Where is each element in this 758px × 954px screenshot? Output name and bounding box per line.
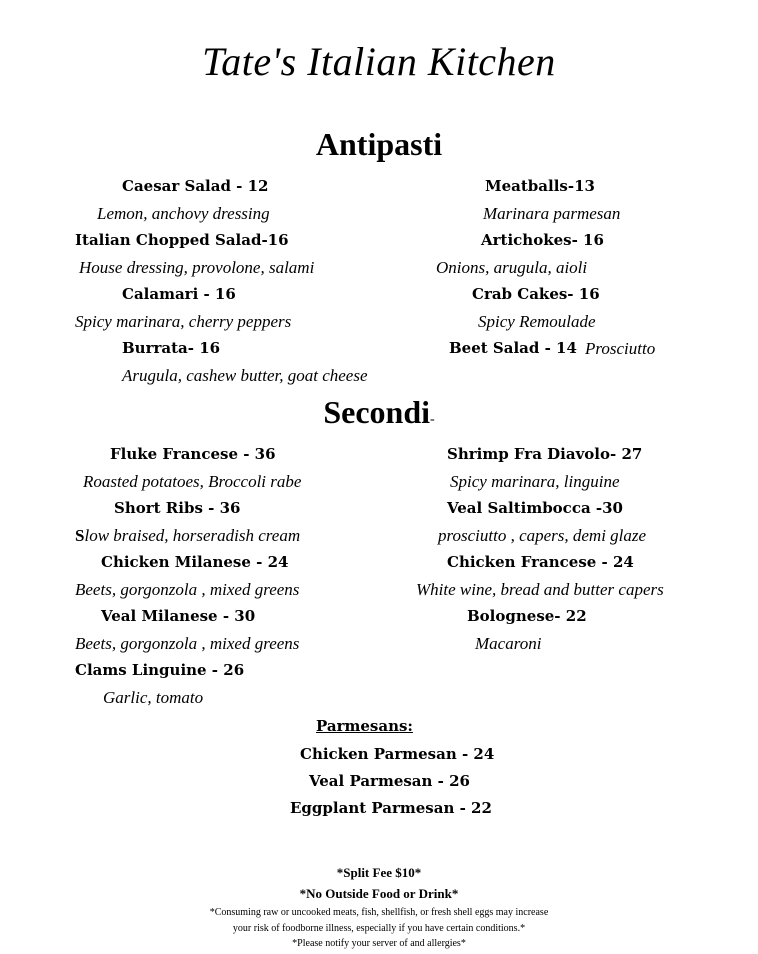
menu-item-name: Meatballs-13 (485, 177, 595, 195)
secondi-heading (0, 394, 758, 431)
menu-item-desc: Prosciutto (585, 339, 656, 358)
menu-item-desc: Spicy marinara, cherry peppers (75, 312, 292, 331)
menu-item-name: Fluke Francese - 36 (110, 445, 276, 463)
restaurant-title: Tate's Italian Kitchen (202, 39, 556, 84)
menu-item-desc: Lemon, anchovy dressing (97, 204, 270, 223)
menu-item-desc: Beets, gorgonzola , mixed greens (75, 580, 300, 599)
no-outside-food-note: *No Outside Food or Drink* (299, 886, 459, 901)
menu-item-name: Veal Milanese - 30 (101, 607, 256, 625)
menu-item-desc: Marinara parmesan (483, 204, 621, 223)
menu-item-desc: House dressing, provolone, salami (79, 258, 315, 277)
menu-item-desc: Arugula, cashew butter, goat cheese (122, 366, 368, 385)
menu-item-name: Italian Chopped Salad-16 (75, 231, 289, 249)
secondi-heading-text: Secondi (323, 394, 430, 430)
menu-item-name: Artichokes- 16 (481, 231, 604, 249)
food-warning-line-2: your risk of foodborne illness, especially if you have certain conditions.* (232, 923, 526, 934)
menu-item-desc: White wine, bread and butter capers (416, 580, 664, 599)
menu-item-desc: Roasted potatoes, Broccoli rabe (83, 472, 302, 491)
antipasti-heading: Antipasti (315, 126, 443, 162)
menu-item-desc: prosciutto , capers, demi glaze (438, 526, 647, 545)
desc-rest: low braised, horseradish cream (84, 526, 301, 545)
split-fee-note: *Split Fee $10* (336, 865, 422, 880)
menu-item-desc (75, 526, 300, 546)
menu-item-name: Chicken Parmesan - 24 (300, 745, 495, 763)
allergy-note: *Please notify your server of and allergies* (292, 938, 466, 949)
menu-item-name: Veal Saltimbocca -30 (447, 499, 623, 517)
menu-item-desc: Beets, gorgonzola , mixed greens (75, 634, 300, 653)
menu-item-name: Chicken Francese - 24 (447, 553, 634, 571)
menu-item-name: Short Ribs - 36 (114, 499, 241, 517)
parmesans-heading: Parmesans: (316, 717, 413, 735)
menu-item-name: Beet Salad - 14 (449, 339, 577, 357)
menu-item-name: Shrimp Fra Diavolo- 27 (447, 445, 643, 463)
menu-item-name: Clams Linguine - 26 (75, 661, 245, 679)
menu-item-desc: Spicy Remoulade (478, 312, 596, 331)
menu-item-desc: Spicy marinara, linguine (450, 472, 620, 491)
menu-item-name: Crab Cakes- 16 (472, 285, 600, 303)
menu-item-name: Veal Parmesan - 26 (309, 772, 470, 790)
desc-initial: S (75, 526, 85, 545)
menu-item-desc: Garlic, tomato (103, 688, 204, 707)
secondi-heading-mark: - (430, 412, 435, 427)
menu-item-name: Eggplant Parmesan - 22 (290, 799, 492, 817)
menu-item-name: Chicken Milanese - 24 (101, 553, 289, 571)
menu-item-name: Calamari - 16 (122, 285, 236, 303)
menu-item-name: Burrata- 16 (122, 339, 221, 357)
menu-item-desc: Macaroni (475, 634, 542, 653)
food-warning-line-1: *Consuming raw or uncooked meats, fish, shellfish, or fresh shell eggs may increase (209, 907, 549, 918)
menu-item-name: Bolognese- 22 (467, 607, 587, 625)
menu-item-desc: Onions, arugula, aioli (436, 258, 588, 277)
menu-item-name: Caesar Salad - 12 (122, 177, 269, 195)
